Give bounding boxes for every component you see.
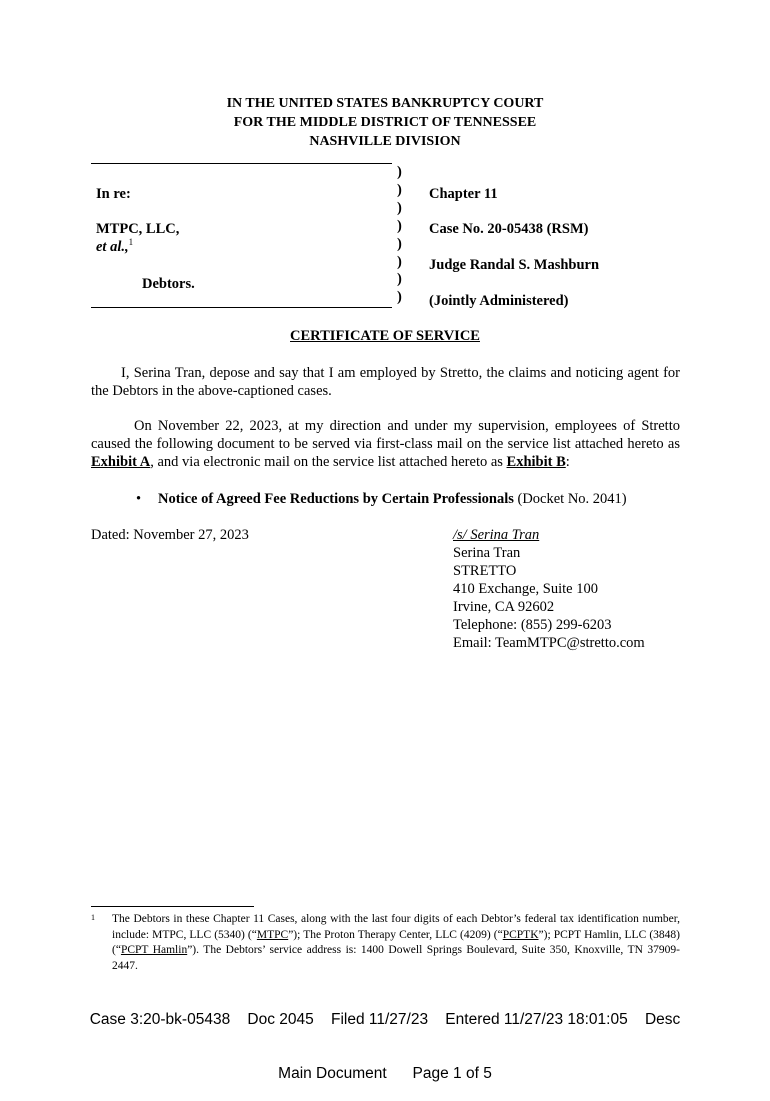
et-al-line bbox=[96, 238, 133, 256]
footnote-text-a: The Debtors in these Chapter 11 Cases, along with the last four digits of each Debtor’s federal tax identification number, include: MTPC, LLC (5340) (“ bbox=[112, 913, 680, 941]
footnote-pcptk: PCPTK bbox=[502, 928, 539, 941]
footnote-text-d: ”). The Debtors’ service address is: 1400 Dowell Springs Boulevard, Suite 350, Knoxville, TN 37909-2447. bbox=[112, 944, 680, 972]
et-al: et al., bbox=[96, 239, 129, 255]
caption-parentheses: ) ) ) ) ) ) ) ) bbox=[397, 164, 402, 306]
telephone: Telephone: (855) 299-6203 bbox=[453, 617, 612, 633]
judge: Judge Randal S. Mashburn bbox=[429, 257, 600, 273]
bullet-icon: • bbox=[136, 491, 142, 507]
address-line-2: Irvine, CA 92602 bbox=[453, 599, 555, 615]
chapter: Chapter 11 bbox=[429, 186, 498, 202]
footnote-pcpt-hamlin: PCPT Hamlin bbox=[120, 944, 188, 956]
caption-bottom-rule bbox=[91, 307, 392, 308]
bullet-title: Notice of Agreed Fee Reductions by Certain Professionals bbox=[158, 491, 514, 507]
court-line-1: IN THE UNITED STATES BANKRUPTCY COURT bbox=[226, 96, 544, 111]
company-name: STRETTO bbox=[453, 563, 517, 579]
signature: /s/ Serina Tran bbox=[453, 527, 540, 543]
signer-name: Serina Tran bbox=[453, 545, 521, 561]
bullet-item bbox=[158, 490, 627, 508]
paragraph-2 bbox=[91, 417, 680, 471]
filing-stamp-line-1: Case 3:20-bk-05438 Doc 2045 Filed 11/27/23 Entered 11/27/23 18:01:05 Desc bbox=[89, 1011, 681, 1028]
address-line-1: 410 Exchange, Suite 100 bbox=[453, 581, 598, 597]
footnote-ref: 1 bbox=[128, 237, 134, 247]
paragraph-2-text-c: : bbox=[565, 454, 570, 470]
court-header bbox=[0, 94, 770, 151]
exhibit-b-label: Exhibit B bbox=[506, 454, 566, 470]
paragraph-2-text-a: On November 22, 2023, at my direction and under my supervision, employees of Stretto caused the following document to be served via first-class mail on the service list attached hereto as bbox=[91, 418, 680, 452]
filing-stamp bbox=[0, 975, 770, 1101]
jointly-administered: (Jointly Administered) bbox=[429, 293, 569, 309]
debtor-name: MTPC, LLC, bbox=[96, 221, 180, 237]
exhibit-a-label: Exhibit A bbox=[91, 454, 151, 470]
caption-top-rule bbox=[91, 163, 392, 164]
footnote-separator bbox=[91, 906, 254, 907]
footnote-number: 1 bbox=[91, 913, 95, 922]
filing-stamp-line-2: Main Document Page 1 of 5 bbox=[278, 1065, 492, 1082]
court-line-3: NASHVILLE DIVISION bbox=[309, 134, 461, 149]
case-number: Case No. 20-05438 (RSM) bbox=[429, 221, 589, 237]
paragraph-2-text-b: , and via electronic mail on the service list attached hereto as bbox=[150, 454, 507, 470]
in-re-label: In re: bbox=[96, 186, 131, 202]
footnote-mtpc: MTPC bbox=[256, 928, 289, 941]
dated-line: Dated: November 27, 2023 bbox=[91, 527, 249, 543]
paragraph-1: I, Serina Tran, depose and say that I am employed by Stretto, the claims and noticing agent for the Debtors in the above-captioned cases. bbox=[91, 365, 680, 399]
bullet-docket: (Docket No. 2041) bbox=[513, 491, 627, 507]
court-line-2: FOR THE MIDDLE DISTRICT OF TENNESSEE bbox=[233, 115, 537, 130]
footnote-text-b: ”); The Proton Therapy Center, LLC (4209) (“ bbox=[288, 928, 503, 941]
email: Email: TeamMTPC@stretto.com bbox=[453, 635, 645, 651]
document-title: CERTIFICATE OF SERVICE bbox=[290, 328, 480, 344]
debtors-label: Debtors. bbox=[142, 276, 195, 292]
footnote bbox=[91, 912, 680, 974]
footnote-text-c: ”); PCPT Hamlin, LLC (3848) (“ bbox=[112, 928, 680, 956]
signature-block bbox=[453, 526, 645, 652]
